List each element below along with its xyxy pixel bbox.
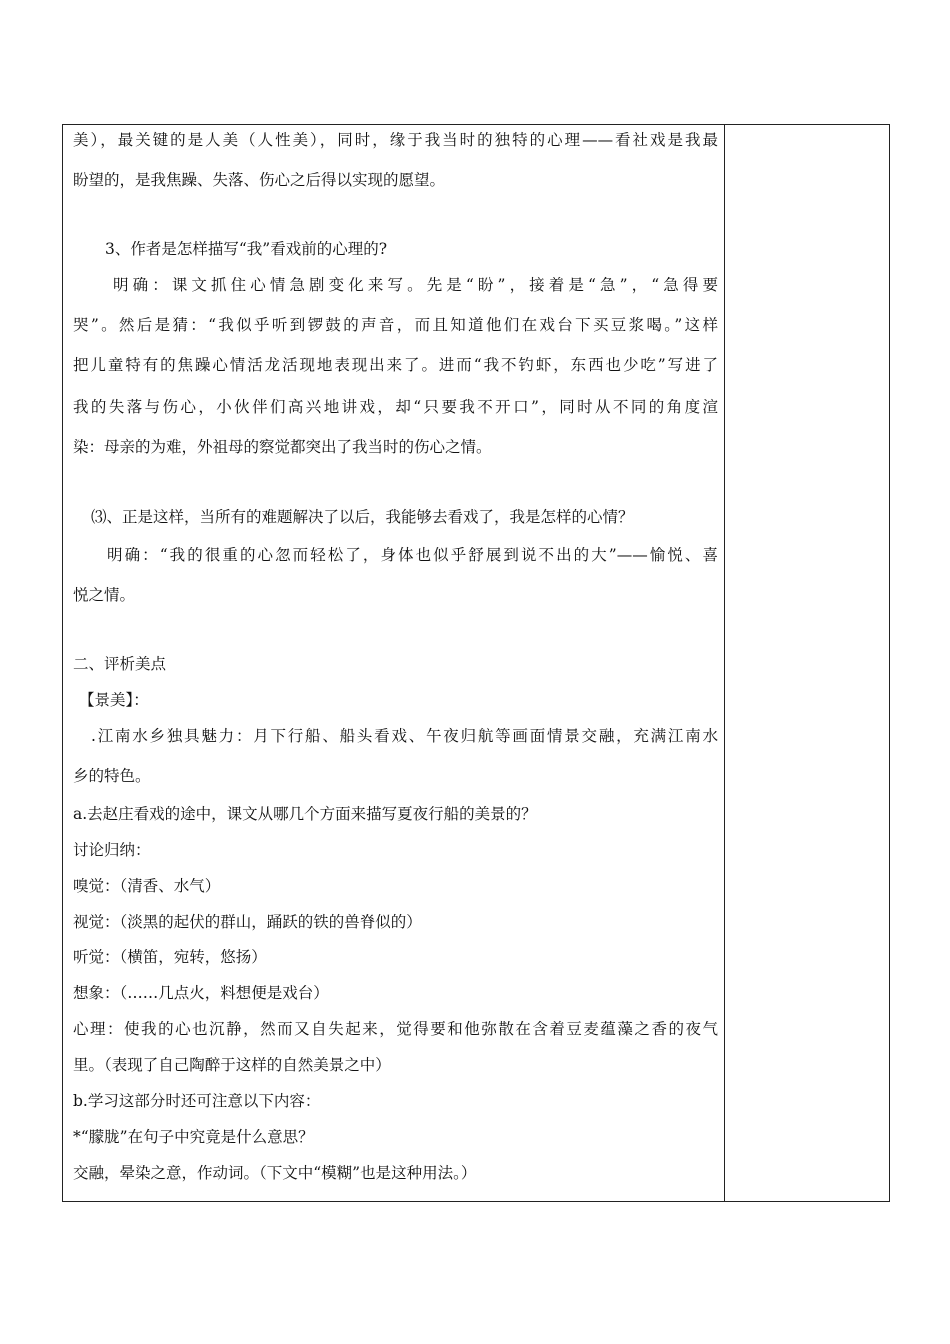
text-line: a.去赵庄看戏的途中，课文从哪几个方面来描写夏夜行船的美景的？ (73, 805, 537, 823)
text-line: 明确：课文抓住心情急剧变化来写。先是“盼”，接着是“急”，“急得要 (113, 276, 718, 294)
text-line: b.学习这部分时还可注意以下内容： (73, 1092, 321, 1110)
text-line: 乡的特色。 (73, 767, 151, 785)
text-line: 染：母亲的为难，外祖母的察觉都突出了我当时的伤心之情。 (73, 438, 492, 456)
text-line: *“朦胧”在句子中究竟是什么意思？ (73, 1128, 314, 1146)
text-line: 视觉：（淡黑的起伏的群山，踊跃的铁的兽脊似的） (73, 913, 422, 931)
text-line: 想象：（……几点火，料想便是戏台） (73, 984, 329, 1002)
text-line: 哭”。然后是猜：“我似乎听到锣鼓的声音，而且知道他们在戏台下买豆浆喝。”这样 (73, 316, 718, 334)
question-3: 3、作者是怎样描写“我”看戏前的心理的? (105, 240, 388, 258)
text-line: 里。（表现了自己陶醉于这样的自然美景之中） (73, 1056, 391, 1074)
main-content-cell (63, 125, 724, 1201)
text-line: 心理：使我的心也沉静，然而又自失起来，觉得要和他弥散在含着豆麦蕴藻之香的夜气 (73, 1020, 718, 1038)
text-line: 我的失落与伤心，小伙伴们高兴地讲戏，却“只要我不开口”，同时从不同的角度渲 (73, 398, 718, 416)
text-line: 明确：“我的很重的心忽而轻松了，身体也似乎舒展到说不出的大”——愉悦、喜 (107, 546, 718, 564)
text-line: 听觉：（横笛，宛转，悠扬） (73, 948, 267, 966)
text-line: .江南水乡独具魅力：月下行船、船头看戏、午夜归航等画面情景交融，充满江南水 (91, 727, 718, 745)
text-line: 把儿童特有的焦躁心情活龙活现地表现出来了。进而“我不钓虾，东西也少吃”写进了 (73, 356, 718, 374)
text-line: 盼望的，是我焦躁、失落、伤心之后得以实现的愿望。 (73, 171, 446, 189)
lesson-table (62, 124, 890, 1202)
text-line: 美），最关键的是人美（人性美），同时，缘于我当时的独特的心理——看社戏是我最 (73, 131, 718, 149)
section-heading: 二、评析美点 (73, 655, 167, 673)
notes-column (725, 125, 889, 1201)
text-line: 讨论归纳： (73, 841, 151, 859)
subsection-heading: 【景美】： (79, 691, 149, 709)
text-line: 嗅觉：（清香、水气） (73, 877, 221, 895)
text-line: 交融，晕染之意，作动词。（下文中“模糊”也是这种用法。） (73, 1164, 477, 1182)
text-line: 悦之情。 (73, 586, 136, 604)
question-3-sub: ⑶、正是这样，当所有的难题解决了以后，我能够去看戏了，我是怎样的心情？ (91, 508, 634, 526)
